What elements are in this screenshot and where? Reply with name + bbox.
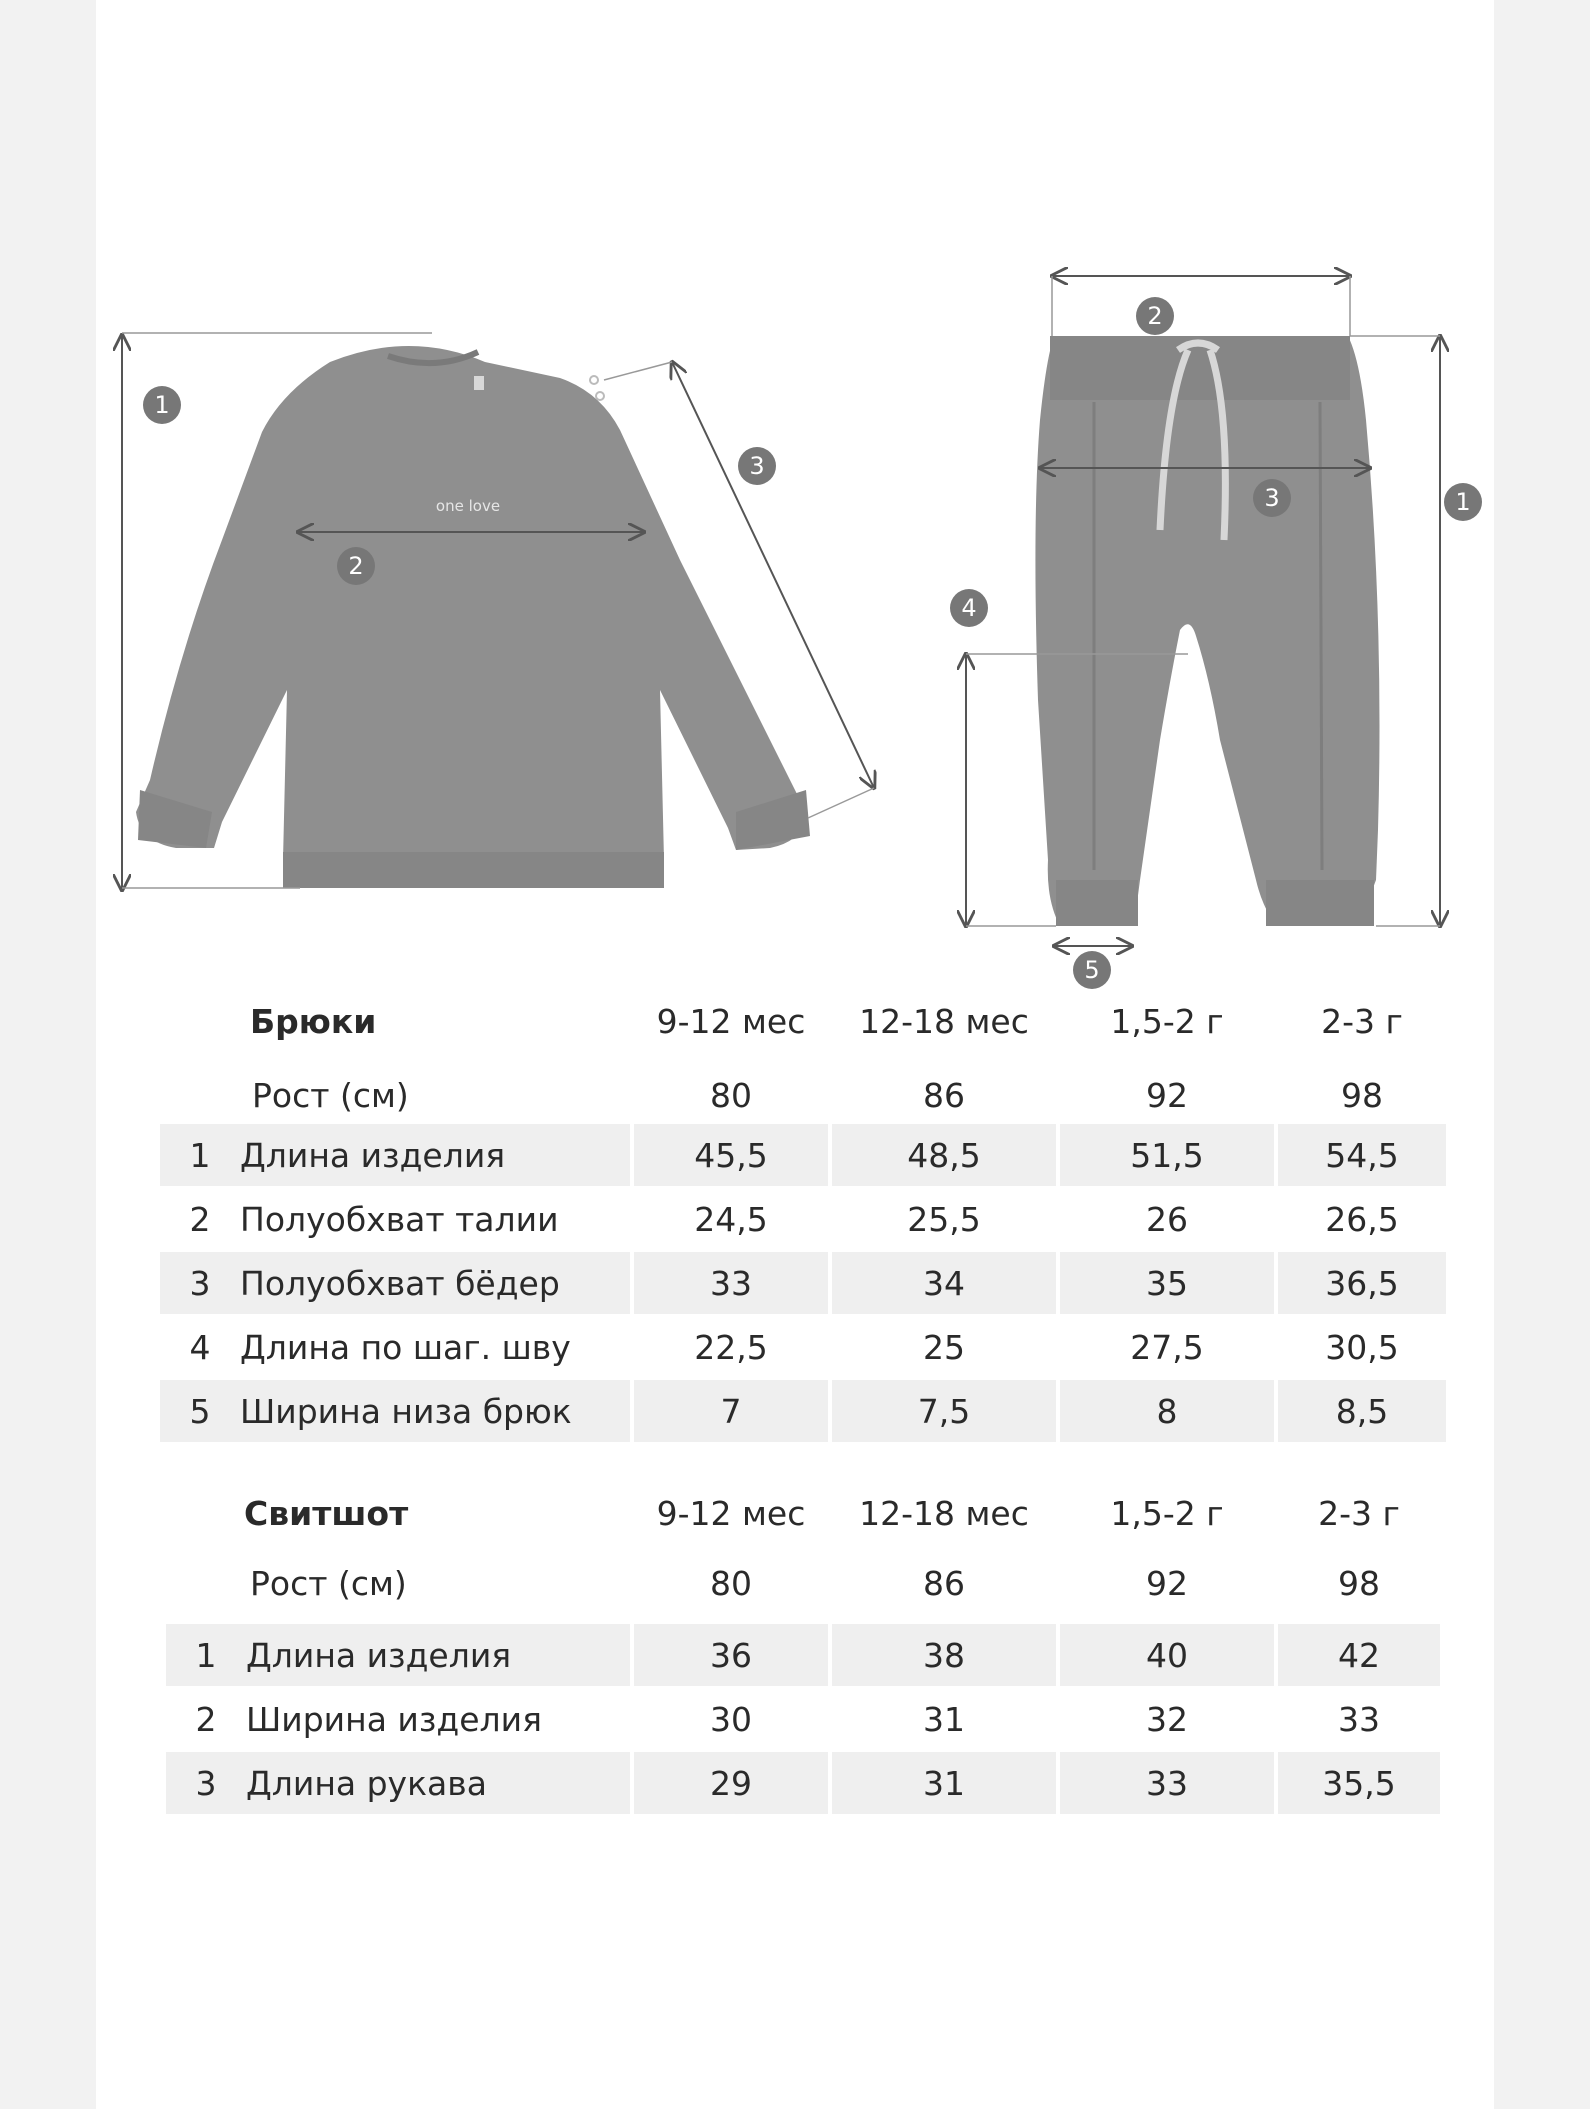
size-header: 9-12 мес [656, 1493, 806, 1533]
measure-row [166, 1752, 1440, 1814]
row-value: 33 [634, 1252, 828, 1314]
sweatshirt-marker-2: 2 [337, 547, 375, 585]
row-value: 34 [832, 1252, 1056, 1314]
size-header: 9-12 мес [656, 1001, 806, 1041]
pants-marker-1: 1 [1444, 483, 1482, 521]
row-label: Длина изделия [240, 1124, 630, 1186]
measure-row [166, 1688, 1440, 1750]
measure-row [160, 1124, 1446, 1186]
sweatshirt-header-row [166, 1482, 1440, 1544]
size-header: 1,5-2 г [1110, 1493, 1224, 1533]
row-value: 24,5 [694, 1199, 768, 1239]
measure-row [160, 1380, 1446, 1442]
pants-marker-4: 4 [950, 589, 988, 627]
size-header: 12-18 мес [859, 1001, 1029, 1041]
height-value: 92 [1146, 1075, 1188, 1115]
row-number: 1 [160, 1124, 240, 1186]
pants-marker-2: 2 [1136, 297, 1174, 335]
pants-height-row [160, 1064, 1446, 1126]
row-value: 32 [1146, 1699, 1188, 1739]
pants-marker-3: 3 [1253, 479, 1291, 517]
row-value: 31 [923, 1699, 965, 1739]
row-number: 1 [166, 1624, 246, 1686]
row-value: 33 [1338, 1699, 1380, 1739]
row-label: Длина рукава [246, 1752, 630, 1814]
row-value: 30,5 [1325, 1327, 1399, 1367]
row-value: 42 [1278, 1624, 1440, 1686]
row-number: 3 [160, 1252, 240, 1314]
measure-row [160, 1188, 1446, 1250]
row-label: Ширина изделия [246, 1699, 542, 1739]
row-value: 8,5 [1278, 1380, 1446, 1442]
garment-illustrations [0, 0, 1590, 960]
height-value: 80 [710, 1563, 752, 1603]
measure-row [160, 1252, 1446, 1314]
row-number: 3 [166, 1752, 246, 1814]
sweatshirt-height-row [166, 1552, 1440, 1614]
row-label: Длина изделия [246, 1624, 630, 1686]
row-label: Полуобхват бёдер [240, 1252, 630, 1314]
pants-marker-5: 5 [1073, 951, 1111, 989]
row-value: 29 [634, 1752, 828, 1814]
pants-header-row [160, 990, 1446, 1052]
row-value: 48,5 [832, 1124, 1056, 1186]
measure-row [160, 1316, 1446, 1378]
height-value: 98 [1338, 1563, 1380, 1603]
sweatshirt-print-text: one love [435, 497, 501, 515]
height-label: Рост (см) [250, 1563, 407, 1603]
sweatshirt-size-table [166, 1482, 1440, 1822]
row-label: Длина по шаг. шву [240, 1327, 571, 1367]
row-number: 2 [195, 1699, 217, 1739]
row-value: 38 [832, 1624, 1056, 1686]
size-header: 2-3 г [1321, 1001, 1403, 1041]
row-value: 7,5 [832, 1380, 1056, 1442]
pants-drawing [1035, 336, 1379, 926]
sweatshirt-drawing [136, 346, 810, 888]
row-number: 4 [189, 1327, 211, 1367]
sweatshirt-marker-1: 1 [143, 386, 181, 424]
row-value: 22,5 [694, 1327, 768, 1367]
row-number: 2 [189, 1199, 211, 1239]
height-value: 86 [923, 1563, 965, 1603]
pants-table-title: Брюки [250, 1001, 377, 1041]
height-label: Рост (см) [252, 1075, 409, 1115]
row-value: 45,5 [634, 1124, 828, 1186]
row-value: 8 [1060, 1380, 1274, 1442]
row-number: 5 [160, 1380, 240, 1442]
sweatshirt-marker-3: 3 [738, 447, 776, 485]
row-value: 54,5 [1278, 1124, 1446, 1186]
row-value: 33 [1060, 1752, 1274, 1814]
measure-row [166, 1624, 1440, 1686]
height-value: 92 [1146, 1563, 1188, 1603]
row-value: 27,5 [1130, 1327, 1204, 1367]
height-value: 80 [710, 1075, 752, 1115]
row-value: 35 [1060, 1252, 1274, 1314]
row-value: 7 [634, 1380, 828, 1442]
row-value: 35,5 [1278, 1752, 1440, 1814]
row-value: 26,5 [1325, 1199, 1399, 1239]
pants-size-table [160, 990, 1446, 1450]
row-value: 40 [1060, 1624, 1274, 1686]
row-value: 30 [710, 1699, 752, 1739]
height-value: 86 [923, 1075, 965, 1115]
row-label: Ширина низа брюк [240, 1380, 630, 1442]
sweatshirt-table-title: Свитшот [244, 1493, 409, 1533]
row-value: 25 [923, 1327, 965, 1367]
size-header: 12-18 мес [859, 1493, 1029, 1533]
row-label: Полуобхват талии [240, 1199, 559, 1239]
row-value: 26 [1146, 1199, 1188, 1239]
size-header: 2-3 г [1318, 1493, 1400, 1533]
row-value: 36 [634, 1624, 828, 1686]
height-value: 98 [1341, 1075, 1383, 1115]
row-value: 31 [832, 1752, 1056, 1814]
row-value: 36,5 [1278, 1252, 1446, 1314]
row-value: 25,5 [907, 1199, 981, 1239]
row-value: 51,5 [1060, 1124, 1274, 1186]
size-header: 1,5-2 г [1110, 1001, 1224, 1041]
